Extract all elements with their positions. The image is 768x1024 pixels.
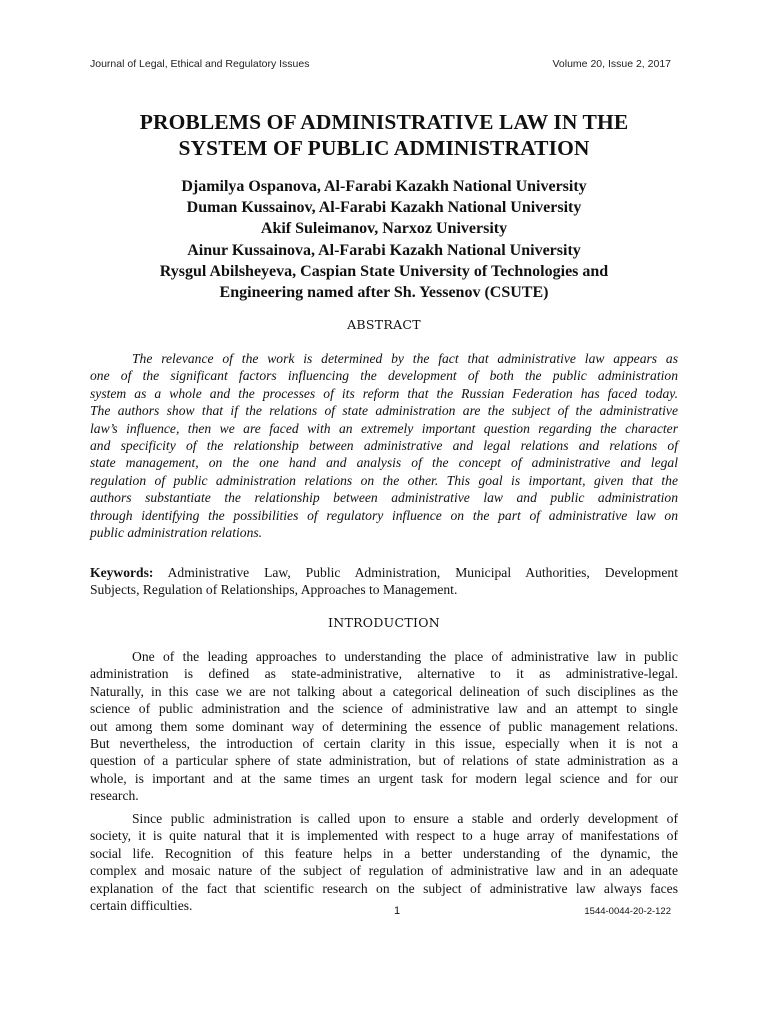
article-code: 1544-0044-20-2-122 xyxy=(584,906,671,917)
text-line: state management, on the one hand and analysis of the concept of administrative and legal xyxy=(90,455,678,471)
text-line: through identifying the possibilities of regulatory influence on the part of administrative law on xyxy=(90,507,678,523)
author-line: Rysgul Abilsheyeva, Caspian State University of Technologies and xyxy=(159,262,609,280)
author-list xyxy=(0,176,768,303)
text-line: and specificity of the relationship between administrative and legal relations and relations of xyxy=(90,437,678,453)
text-line: public administration relations. xyxy=(90,524,263,540)
text-line: law’s influence, then we are faced with an extremely important question regarding the character xyxy=(90,420,678,436)
running-header xyxy=(90,58,671,70)
introduction-paragraph xyxy=(90,648,678,805)
page-number: 1 xyxy=(394,905,401,917)
text-line: certain difficulties. xyxy=(90,897,193,913)
introduction-heading: INTRODUCTION xyxy=(327,615,441,630)
text-line: science of public administration and the science of administrative law and an attempt to single xyxy=(90,701,678,717)
text-line: research. xyxy=(90,788,139,804)
keywords-text: Administrative Law, Public Administration, Municipal Authorities, Development xyxy=(153,565,678,580)
author-line: Engineering named after Sh. Yessenov (CSUTE) xyxy=(219,284,549,302)
text-line: administration is defined as state-administrative, alternative to it as administrative-legal. xyxy=(90,666,678,682)
text-line: complex and mosaic nature of the subject of regulation of administrative law and in an adequate xyxy=(90,863,678,879)
text-line: whole, is important and at the same times an urgent task for modern legal science and for our xyxy=(90,770,678,786)
text-line: One of the leading approaches to understanding the place of administrative law in public xyxy=(132,649,678,664)
text-line: out among them some dominant way of determining the essence of public management relations. xyxy=(90,718,678,734)
abstract-text xyxy=(90,350,678,541)
text-line: system as a whole and the processes of its reform that the Russian Federation has faced today. xyxy=(90,385,678,401)
author-line: Akif Suleimanov, Narxoz University xyxy=(260,220,508,238)
volume-issue: Volume 20, Issue 2, 2017 xyxy=(552,58,671,70)
text-line: social life. Recognition of this feature helps in a better understanding of the dynamic, the xyxy=(90,845,678,861)
text-line: The relevance of the work is determined by the fact that administrative law appears as xyxy=(132,351,678,366)
title-line: SYSTEM OF PUBLIC ADMINISTRATION xyxy=(178,136,590,160)
abstract-heading: ABSTRACT xyxy=(347,317,421,332)
text-line: But nevertheless, the introduction of certain clarity in this issue, especially when it is not a xyxy=(90,735,678,751)
keywords-line xyxy=(90,564,678,581)
text-line: The authors show that if the relations of state administration are the subject of the administrative xyxy=(90,403,678,419)
paper-title xyxy=(0,109,768,161)
keywords xyxy=(90,564,678,599)
text-line: one of the significant factors influencing the development of both the public administration xyxy=(90,368,678,384)
title-line: PROBLEMS OF ADMINISTRATIVE LAW IN THE xyxy=(139,110,629,134)
text-line: society, it is quite natural that it is implemented with respect to a huge array of manifestations of xyxy=(90,828,678,844)
text-line: regulation of public administration relations on the other. This goal is important, given that the xyxy=(90,472,678,488)
introduction-paragraph xyxy=(90,810,678,914)
text-line: explanation of the fact that scientific research on the subject of administrative law always faces xyxy=(90,880,678,896)
author-line: Ainur Kussainova, Al-Farabi Kazakh National University xyxy=(187,241,581,259)
keywords-label: Keywords: xyxy=(90,565,154,580)
author-line: Duman Kussainov, Al-Farabi Kazakh National University xyxy=(186,199,582,217)
text-line: authors substantiate the relationship between administrative law and public administration xyxy=(90,490,678,506)
text-line: Naturally, in this case we are not talking about a categorical delineation of such disciplines as the xyxy=(90,683,678,699)
keywords-line: Subjects, Regulation of Relationships, Approaches to Management. xyxy=(90,582,458,598)
text-line: Since public administration is called upon to ensure a stable and orderly development of xyxy=(132,811,678,826)
journal-name: Journal of Legal, Ethical and Regulatory Issues xyxy=(90,58,310,70)
author-line: Djamilya Ospanova, Al-Farabi Kazakh National University xyxy=(181,178,587,195)
text-line: question of a particular sphere of state administration, but of relations of state administration as a xyxy=(90,753,678,769)
